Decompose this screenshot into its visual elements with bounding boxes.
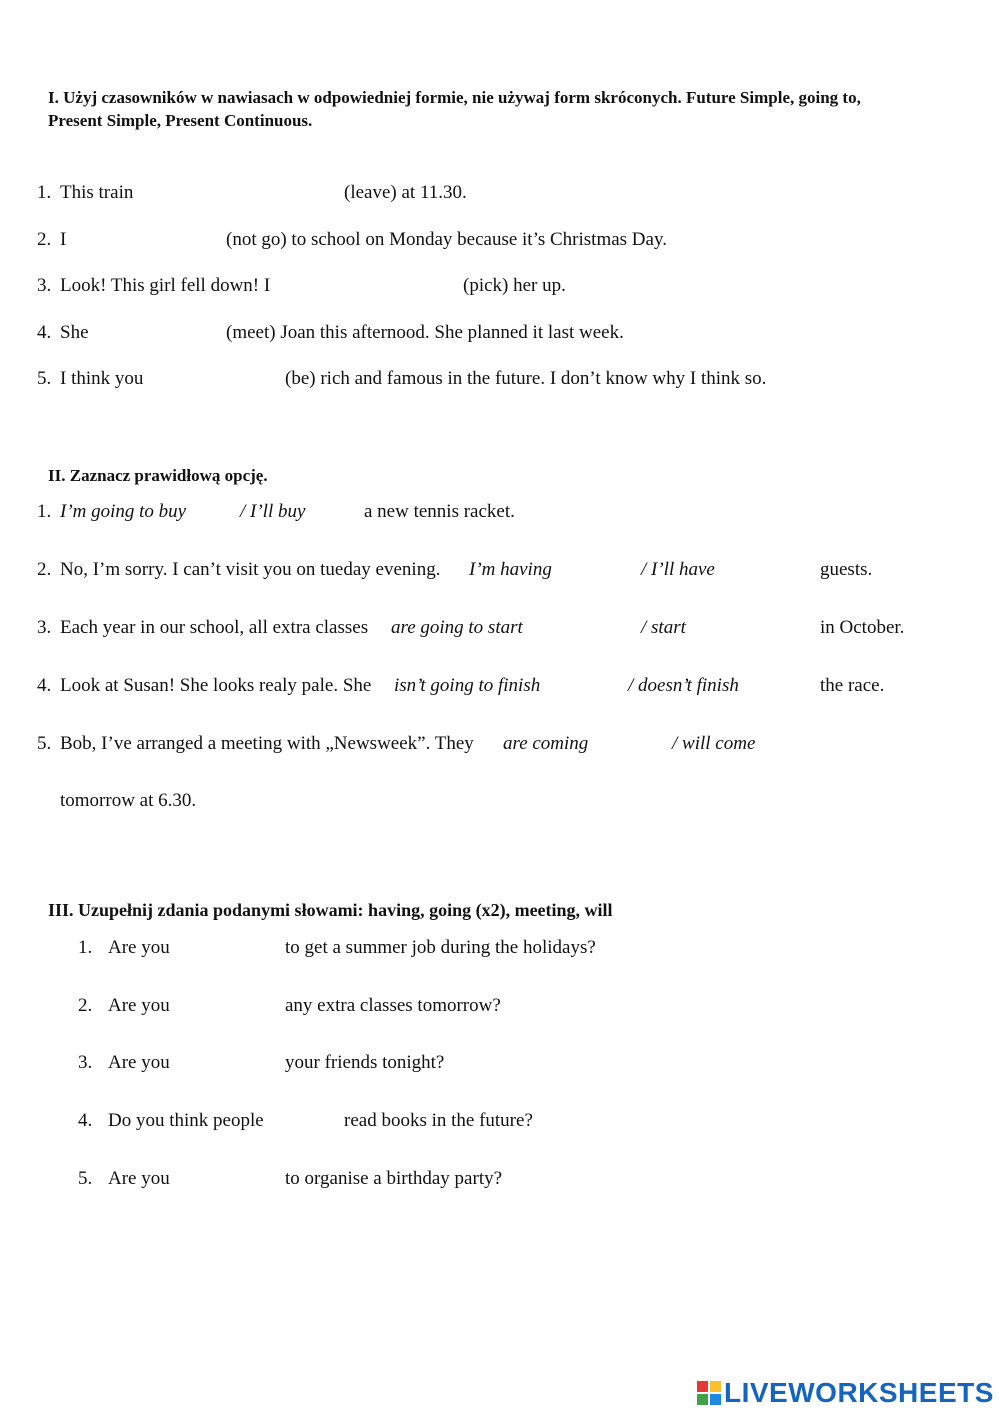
option-one[interactable]: are coming — [503, 733, 589, 754]
answer-gap-input[interactable] — [292, 274, 458, 300]
option-one[interactable]: I’m having — [469, 559, 552, 580]
sentence-start: Are you — [108, 995, 170, 1016]
sentence-end: (not go) to school on Monday because it’s Christmas Day. — [226, 229, 667, 250]
option-one[interactable]: I’m going to buy — [60, 501, 187, 522]
item-number: 4. — [37, 675, 52, 696]
answer-gap-input[interactable] — [76, 228, 220, 254]
section1-heading-line1: I. Użyj czasowników w nawiasach w odpowiedniej formie, nie używaj form skróconych. Future Simple, going to, — [48, 88, 861, 107]
sentence-end: guests. — [820, 559, 873, 580]
sentence-end: read books in the future? — [344, 1110, 533, 1131]
option-two[interactable]: / doesn’t finish — [628, 675, 739, 696]
answer-gap-input[interactable] — [182, 1051, 282, 1077]
answer-gap-input[interactable] — [145, 181, 339, 207]
sentence-end: your friends tonight? — [285, 1052, 445, 1073]
item-number: 3. — [37, 275, 52, 296]
item-number: 1. — [37, 501, 52, 522]
sentence-end: to get a summer job during the holidays? — [285, 937, 596, 958]
sentence-end: (leave) at 11.30. — [344, 182, 467, 203]
sentence-start: Are you — [108, 1168, 170, 1189]
item-number: 2. — [78, 995, 93, 1016]
sentence-start: Bob, I’ve arranged a meeting with „Newsweek”. They — [60, 733, 474, 754]
item-number: 2. — [37, 229, 52, 250]
item-number: 5. — [37, 368, 52, 389]
answer-gap-input[interactable] — [182, 994, 282, 1020]
item-number: 4. — [78, 1110, 93, 1131]
answer-gap-input[interactable] — [182, 936, 282, 962]
item-number: 2. — [37, 559, 52, 580]
option-one[interactable]: are going to start — [391, 617, 523, 638]
section3-heading: III. Uzupełnij zdania podanymi słowami: having, going (x2), meeting, will — [48, 900, 613, 920]
sentence-end: a new tennis racket. — [364, 501, 515, 522]
sentence-end: (pick) her up. — [463, 275, 566, 296]
sentence-start: No, I’m sorry. I can’t visit you on tueday evening. — [60, 559, 441, 580]
sentence-start: This train — [60, 182, 134, 203]
option-two[interactable]: / will come — [672, 733, 756, 754]
section2-heading: II. Zaznacz prawidłową opcję. — [48, 466, 268, 485]
sentence-end: (be) rich and famous in the future. I don’t know why I think so. — [285, 368, 767, 389]
option-one[interactable]: isn’t going to finish — [394, 675, 541, 696]
sentence-end: the race. — [820, 675, 885, 696]
sentence-continuation: tomorrow at 6.30. — [60, 790, 197, 811]
option-two[interactable]: / I’ll have — [641, 559, 715, 580]
section1-heading-line2: Present Simple, Present Continuous. — [48, 111, 313, 130]
option-two[interactable]: / start — [641, 617, 686, 638]
item-number: 5. — [78, 1168, 93, 1189]
sentence-start: I — [60, 229, 67, 250]
answer-gap-input[interactable] — [182, 1167, 282, 1193]
sentence-end: any extra classes tomorrow? — [285, 995, 501, 1016]
answer-gap-input[interactable] — [98, 321, 220, 347]
sentence-start: Do you think people — [108, 1110, 264, 1131]
item-number: 5. — [37, 733, 52, 754]
sentence-start: Are you — [108, 1052, 170, 1073]
answer-gap-input[interactable] — [280, 1109, 342, 1135]
logo-text: LIVEWORKSHEETS — [724, 1377, 994, 1408]
sentence-start: Look! This girl fell down! I — [60, 275, 271, 296]
sentence-start: Are you — [108, 937, 170, 958]
sentence-start: I think you — [60, 368, 144, 389]
item-number: 1. — [37, 182, 52, 203]
liveworksheets-logo-icon — [697, 1381, 721, 1405]
sentence-start: Look at Susan! She looks realy pale. She — [60, 675, 372, 696]
item-number: 3. — [37, 617, 52, 638]
item-number: 3. — [78, 1052, 93, 1073]
sentence-end: (meet) Joan this afternood. She planned it last week. — [226, 322, 624, 343]
sentence-start: She — [60, 322, 89, 343]
option-two[interactable]: / I’ll buy — [240, 501, 306, 522]
answer-gap-input[interactable] — [157, 367, 279, 393]
sentence-start: Each year in our school, all extra classes — [60, 617, 369, 638]
item-number: 1. — [78, 937, 93, 958]
sentence-end: in October. — [820, 617, 905, 638]
item-number: 4. — [37, 322, 52, 343]
sentence-end: to organise a birthday party? — [285, 1168, 503, 1189]
